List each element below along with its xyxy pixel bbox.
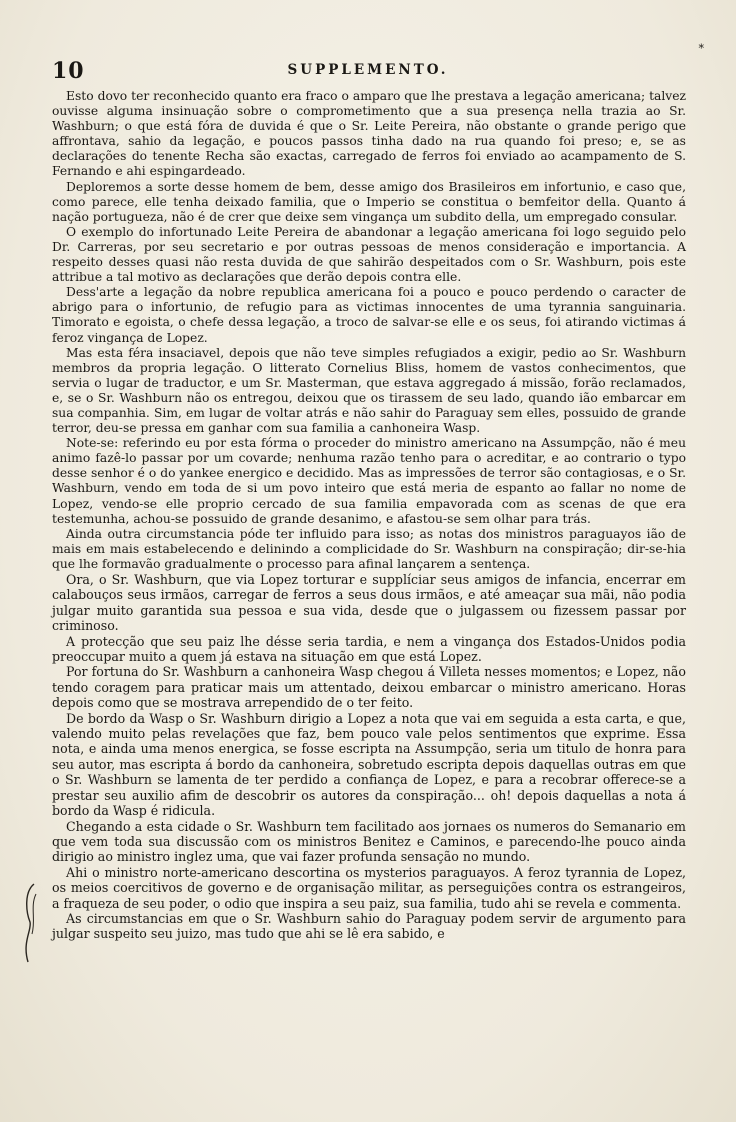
paragraph: A protecção que seu paiz lhe désse seria tardia, e nem a vingança dos Estados-Unidos podia preoccupar muito a quem já estava na situação em que está Lopez. xyxy=(52,633,686,665)
margin-bracket-mark xyxy=(16,882,42,964)
body-text xyxy=(52,89,686,942)
paragraph: Chegando a esta cidade o Sr. Washburn tem facilitado aos jornaes os numeros do Semanario em que vem toda sua discussão com os ministros Benitez e Caminos, e parecendo-lhe pouco ainda dirigio ao ministro inglez uma, que vai fazer profunda sensação no mundo. xyxy=(52,818,686,865)
page-header xyxy=(52,42,704,84)
paragraph: Dess'arte a legação da nobre republica americana foi a pouco e pouco perdendo o caracter de abrigo para o infortunio, de refugio para as victimas innocentes de uma tyrannia sanguinaria. Timorato e egoista, o chefe dessa legação, a troco de salvar-se elle e os seus, foi atirando victimas á feroz vingança de Lopez. xyxy=(52,285,686,345)
paragraph: Note-se: referindo eu por esta fórma o proceder do ministro americano na Assumpção, não é meu animo fazê-lo passar por um covarde; nenhuma razão tenho para o acreditar, e ao contrario o typo desse senhor é o do yankee energico e decidido. Mas as impressões de terror são contagiosas, e o Sr. Washburn, vendo em toda de si um povo inteiro que está meria de espanto ao fallar no nome de Lopez, vendo-se elle proprio cercado de sua familia empavorada com as scenas de que era testemunha, achou-se possuido de grande desanimo, e afastou-se sem olhar para trás. xyxy=(52,436,686,526)
running-title: SUPPLEMENTO. xyxy=(287,62,449,78)
paragraph: Mas esta féra insaciavel, depois que não teve simples refugiados a exigir, pedio ao Sr. Washburn membros da propria legação. O litterato Cornelius Bliss, homem de vastos conhecimentos, que servia o lugar de traductor, e um Sr. Masterman, que estava aggregado á missão, forão reclamados, e, se o Sr. Washburn não os entregou, deixou que os tirassem de seu lado, quando ião embarcar em sua companhia. Sim, em lugar de voltar atrás e não sahir do Paraguay sem elles, possuido de grande terror, deu-se pressa em ganhar com sua familia a canhoneira Wasp. xyxy=(52,345,686,436)
page-number: 10 xyxy=(52,58,85,84)
paragraph: Ainda outra circumstancia póde ter influido para isso; as notas dos ministros paraguayos ião de mais em mais estabelecendo e delinindo a complicidade do Sr. Washburn na conspiração; dir-se-hia que lhe formavão gradualmente o processo para afinal lançarem a sentença. xyxy=(52,526,686,571)
paragraph: O exemplo do infortunado Leite Pereira de abandonar a legação americana foi logo seguido pelo Dr. Carreras, por seu secretario e por outras pessoas de menos consideração e importancia. A respeito desses quasi não resta duvida de que sahirão despeitados com o Sr. Washburn, pois este attribue a tal motivo as declarações que derão depois contra elle. xyxy=(52,224,686,285)
paragraph: Ahi o ministro norte-americano descortina os mysterios paraguayos. A feroz tyrannia de Lopez, os meios coercitivos de governo e de organisação militar, as perseguições contra os estrangeiros, a fraqueza de seu poder, o odio que inspira a seu paiz, sua familia, tudo ahi se revela e commenta. xyxy=(52,864,686,911)
paragraph: As circumstancias em que o Sr. Washburn sahio do Paraguay podem servir de argumento para julgar suspeito seu juizo, mas tudo que ahi se lê era sabido, e xyxy=(52,910,686,942)
paragraph: De bordo da Wasp o Sr. Washburn dirigio a Lopez a nota que vai em seguida a esta carta, e que, valendo muito pelas revelações que faz, bem pouco vale pelos sentimentos que exprime. Essa nota, e ainda uma menos energica, se fosse escripta na Assumpção, seria um titulo de honra para seu autor, mas escripta á bordo da canhoneira, sobretudo escripta depois daquellas outras em que o Sr. Washburn se lamenta de ter perdido a confiança de Lopez, e para a recobrar offerece-se a prestar seu auxilio afim de descobrir os autores da conspiração... oh! depois daquellas a nota á bordo da Wasp é ridicula. xyxy=(52,710,686,819)
paragraph: Esto dovo ter reconhecido quanto era fraco o amparo que lhe prestava a legação americana; talvez ouvisse alguma insinuação sobre o comprometimento que a sua presença nella trazia ao Sr. Washburn; o que está fóra de duvida é que o Sr. Leite Pereira, não obstante o grande perigo que affrontava, sahio da legação, e poucos passos tinha dado na rua quando foi preso; e, se as declarações do tenente Recha são exactas, carregado de ferros foi enviado ao acampamento de S. Fernando e ahi espingardeado. xyxy=(52,89,686,179)
paragraph: Deploremos a sorte desse homem de bem, desse amigo dos Brasileiros em infortunio, e caso que, como parece, elle tenha deixado familia, que o Imperio se constitua o bemfeitor della. Quanto á nação portugueza, não é de crer que deixe sem vingança um subdito della, um empregado consular. xyxy=(52,179,686,224)
corner-mark: * xyxy=(698,42,704,55)
paragraph: Por fortuna do Sr. Washburn a canhoneira Wasp chegou á Villeta nesses momentos; e Lopez, não tendo coragem para praticar mais um attentado, deixou embarcar o ministro americano. Horas depois como que se mostrava arrependido de o ter feito. xyxy=(52,664,686,711)
paragraph: Ora, o Sr. Washburn, que via Lopez torturar e supplíciar seus amigos de infancia, encerrar em calabouços seus irmãos, carregar de ferros a seus dous irmãos, e até ameaçar sua mãi, não podia julgar muito garantida sua pessoa e sua vida, desde que o julgassem ou fizessem passar por criminoso. xyxy=(52,572,686,634)
